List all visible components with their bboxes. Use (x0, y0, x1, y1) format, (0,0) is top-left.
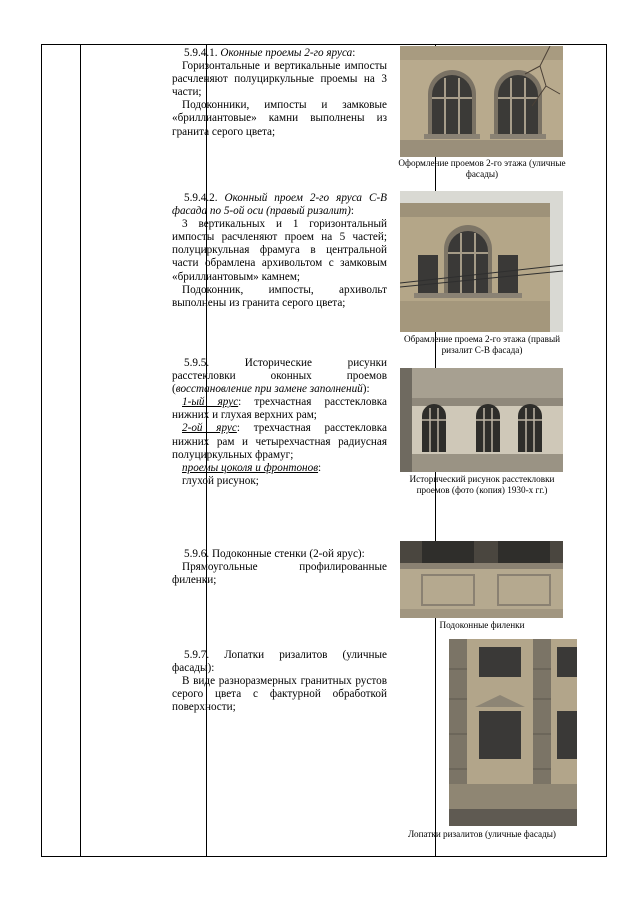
paragraph: Прямоугольные профилированные филенки; (172, 561, 387, 587)
paragraph: глухой рисунок; (182, 474, 259, 487)
section-title: Исторические рисунки расстекловки оконных проемов (172, 357, 388, 383)
section-title: Оконный проем 2-го яруса С-В фасада по 5-ой оси (правый ризалит) (172, 192, 387, 218)
item-label: проемы цоколя и фронтонов (182, 461, 319, 474)
section-5-9-4-2 (172, 192, 387, 310)
photo-panels (400, 541, 563, 618)
photo-pilasters (449, 639, 577, 826)
section-number: 5.9.4.1. (184, 47, 218, 59)
section-title: Оконные проемы 2-го яруса (220, 47, 353, 59)
paragraph: Подоконник, импосты, архивольт выполнены из гранита серого цвета; (172, 283, 387, 309)
heading-punct: : (350, 205, 354, 218)
section-number: 5.9.4.2. (184, 192, 218, 204)
item-text: : трехчастная расстекловка нижних рам и четырехчастная радиусная полуциркульных фрамуг; (172, 422, 387, 461)
section-title: Подоконные стенки (2-ой ярус): (211, 548, 365, 560)
photo-caption: Подоконные филенки (439, 620, 525, 630)
section-number: 5.9.7. (184, 649, 210, 661)
photo-arched-windows (400, 46, 563, 157)
heading-punct: : (352, 47, 356, 59)
section-5-9-5: 5.9.5. Исторические рисунки расстекловки оконных проемов (восстановление при замене заполнений): 1-ый ярус: трехчастная расстекловка нижних и глухая верхних рам; 2-ой ярус: трехчастная расстекловка нижних рам и четырехчастная радиусная полуциркульных фрамуг; проемы цоколя и фронтонов: глухой рисунок; (172, 357, 388, 487)
photo-caption: Лопатки ризалитов (уличные фасады) (407, 829, 556, 839)
section-note: восстановление при замене заполнений (175, 383, 363, 396)
photo-risalit-window (400, 191, 563, 332)
item-label: 1-ый ярус (182, 396, 239, 409)
section-5-9-6 (172, 548, 387, 587)
section-title: Лопатки ризалитов (уличные фасады): (172, 649, 388, 675)
item-text: : (318, 461, 322, 474)
photo-caption: Обрамление проема 2-го этажа (правый ризалит С-В фасада) (403, 334, 561, 355)
section-5-9-7 (172, 649, 387, 714)
photo-caption: Оформление проемов 2-го этажа (уличные фасады) (398, 158, 566, 179)
photo-caption: Исторический рисунок расстекловки проемов (фото (копия) 1930-х гг.) (409, 474, 555, 495)
paragraph: Горизонтальные и вертикальные импосты расчленяют полуциркульные проемы на 3 части; (172, 60, 387, 99)
section-5-9-4-1 (172, 47, 387, 139)
section-number: 5.9.6. (184, 548, 210, 560)
photo-historical (400, 368, 563, 472)
column-divider (80, 45, 81, 856)
paragraph: 3 вертикальных и 1 горизонтальный импосты расчленяют проем на 5 частей; полуциркульная фрамуга в центральной части обрамлена архивольтом с замковым «бриллиантовым» камнем; (172, 218, 387, 283)
section-number: 5.9.5. (184, 357, 210, 369)
item-text: : трехчастная расстекловка нижних и глухая верхних рам; (172, 396, 387, 422)
item-label: 2-ой ярус (182, 422, 237, 435)
paragraph: В виде разноразмерных гранитных рустов серого цвета с фактурной обработкой поверхности; (172, 675, 387, 714)
paragraph: Подоконники, импосты и замковые «бриллиантовые» камни выполнены из гранита серого цвета; (172, 99, 387, 138)
